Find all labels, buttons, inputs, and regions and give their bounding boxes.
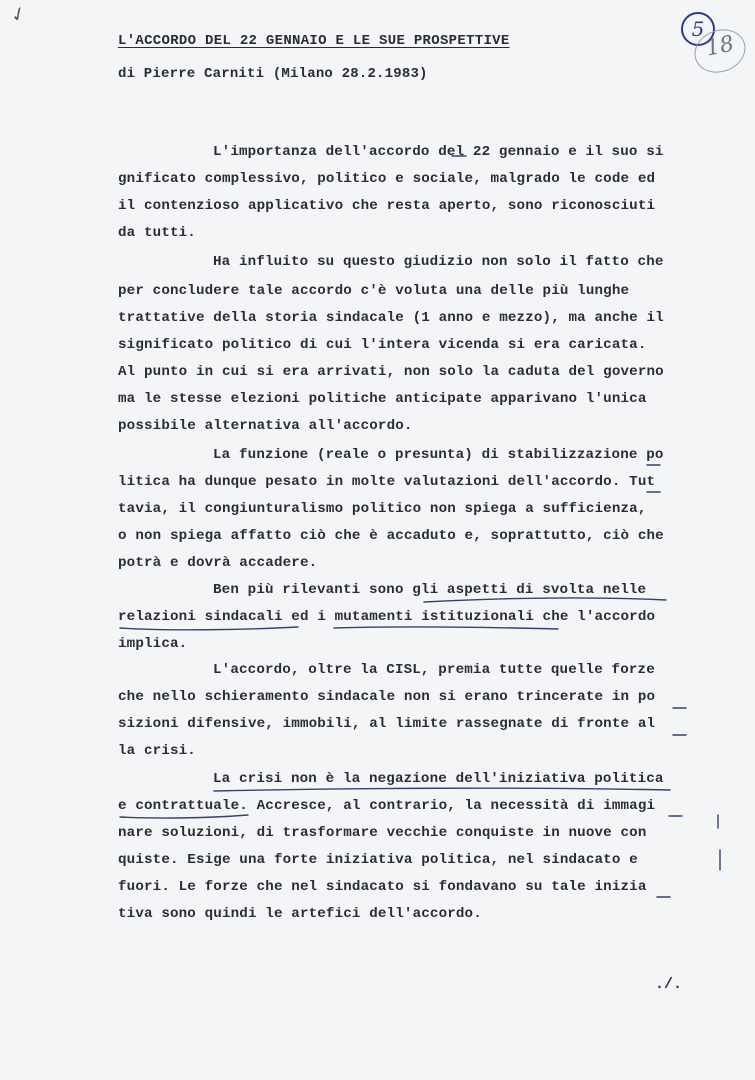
text-line: La crisi non è la negazione dell'iniziativa politica xyxy=(213,771,664,787)
text-line: tiva sono quindi le artefici dell'accordo. xyxy=(118,906,482,922)
corner-pencil-mark-icon: ✓ xyxy=(7,1,31,30)
text-line: sizioni difensive, immobili, al limite rassegnate di fronte al xyxy=(118,716,656,732)
underline-svolta xyxy=(424,598,666,602)
text-line: la crisi. xyxy=(118,743,196,759)
text-line: Ha influito su questo giudizio non solo il fatto che xyxy=(213,254,664,270)
text-line: implica. xyxy=(118,636,188,652)
text-line: il contenzioso applicativo che resta aperto, sono riconosciuti xyxy=(118,198,656,214)
text-line: litica ha dunque pesato in molte valutazioni dell'accordo. Tut xyxy=(118,474,656,490)
folio-number: 18 xyxy=(703,31,737,62)
text-line: potrà e dovrà accadere. xyxy=(118,555,318,571)
continuation-mark: ./. xyxy=(655,976,683,993)
text-line: per concludere tale accordo c'è voluta una delle più lunghe xyxy=(118,283,630,299)
text-line: trattative della storia sindacale (1 anno e mezzo), ma anche il xyxy=(118,310,664,326)
text-line: L'importanza dell'accordo del 22 gennaio e il suo si xyxy=(213,144,664,160)
text-line: o non spiega affatto ciò che è accaduto e, soprattutto, ciò che xyxy=(118,528,664,544)
underline-crisi xyxy=(214,788,670,791)
text-line: significato politico di cui l'intera vicenda si era caricata. xyxy=(118,337,647,353)
text-line: possibile alternativa all'accordo. xyxy=(118,418,413,434)
document-title: L'ACCORDO DEL 22 GENNAIO E LE SUE PROSPETTIVE xyxy=(118,33,510,49)
text-line: relazioni sindacali ed i mutamenti istituzionali che l'accordo xyxy=(118,609,656,625)
text-line: ma le stesse elezioni politiche anticipate apparivano l'unica xyxy=(118,391,647,407)
underline-contrattuale xyxy=(120,815,248,818)
text-line: tavia, il congiunturalismo politico non spiega a sufficienza, xyxy=(118,501,647,517)
text-line: L'accordo, oltre la CISL, premia tutte quelle forze xyxy=(213,662,655,678)
text-line: che nello schieramento sindacale non si erano trincerate in po xyxy=(118,689,656,705)
text-line: Al punto in cui si era arrivati, non solo la caduta del governo xyxy=(118,364,664,380)
text-line: La funzione (reale o presunta) di stabilizzazione po xyxy=(213,447,664,463)
text-line: e contrattuale. Accresce, al contrario, la necessità di immagi xyxy=(118,798,656,814)
circled-page-number: 5 xyxy=(681,12,715,46)
text-line: fuori. Le forze che nel sindacato si fondavano su tale inizia xyxy=(118,879,647,895)
text-line: quiste. Esige una forte iniziativa politica, nel sindacato e xyxy=(118,852,638,868)
document-byline: di Pierre Carniti (Milano 28.2.1983) xyxy=(118,66,428,82)
text-line: nare soluzioni, di trasformare vecchie conquiste in nuove con xyxy=(118,825,647,841)
text-line: da tutti. xyxy=(118,225,196,241)
text-line: Ben più rilevanti sono gli aspetti di svolta nelle xyxy=(213,582,647,598)
underline-mutamenti xyxy=(334,627,558,629)
text-line: gnificato complessivo, politico e sociale, malgrado le code ed xyxy=(118,171,656,187)
underline-relazioni xyxy=(120,627,298,630)
